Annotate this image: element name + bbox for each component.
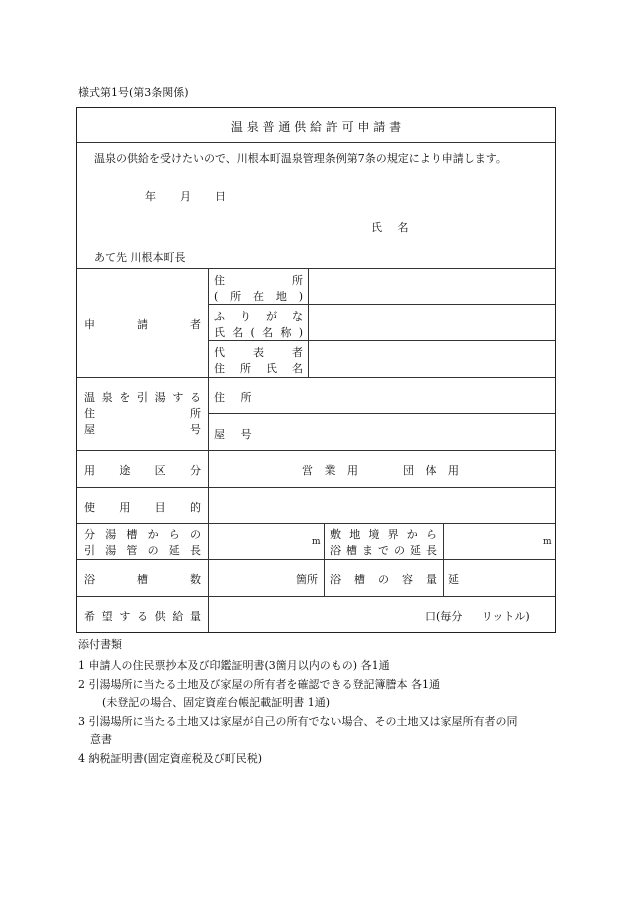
attachment-item: 3 引湯場所に当たる土地又は家屋が自己の所有でない場合、その土地又は家屋所有者の同 (78, 715, 518, 728)
attachment-item: 4 納税証明書(固定資産税及び町民税) (78, 752, 263, 765)
representative-label: 代表者 (214, 346, 303, 359)
divider (77, 142, 555, 143)
divider (77, 596, 555, 597)
usage-option-group: 団 体 用 (403, 464, 463, 477)
form-number: 様式第1号(第3条関係) (78, 86, 189, 99)
column-divider (324, 523, 325, 596)
divider (208, 340, 555, 341)
intro-text: 温泉の供給を受けたいので、川根本町温泉管理条例第7条の規定により申請します。 (94, 152, 507, 165)
intake-address-field-label: 住 所 (214, 391, 258, 404)
applicant-label: 申請者 (84, 318, 201, 331)
boundary-length-unit: m (543, 537, 552, 547)
application-form (76, 107, 556, 633)
attachment-item-note: (未登記の場合、固定資産台帳記載証明書 1通) (102, 696, 331, 709)
applicant-address-sublabel: (所在地) (214, 290, 303, 303)
date-month-label: 月 (180, 190, 191, 203)
divider (77, 268, 555, 269)
divider (77, 377, 555, 378)
boundary-length-sublabel: 浴槽までの延長 (330, 544, 437, 557)
usage-category-label: 用途区分 (84, 464, 201, 477)
supply-amount-label: 希望する供給量 (84, 610, 201, 623)
attachment-item: 1 申請人の住民票抄本及び印鑑証明書(3箇月以内のもの) 各1通 (78, 659, 390, 672)
divider (77, 450, 555, 451)
intake-label: 温泉を引湯する (84, 391, 201, 404)
usage-purpose-label: 使用目的 (84, 501, 201, 514)
applicant-address-label: 住所 (214, 274, 303, 287)
divider (77, 487, 555, 488)
representative-address-name-label: 住所氏名 (214, 362, 303, 375)
addressee: あて先 川根本町長 (94, 251, 186, 264)
date-day-label: 日 (215, 190, 226, 203)
divider (208, 413, 555, 414)
attachment-item: 2 引湯場所に当たる土地及び家屋の所有者を確認できる登記簿謄本 各1通 (78, 678, 440, 691)
pipe-length-label: 分湯槽からの (84, 528, 201, 541)
intake-shop-name-label: 屋号 (84, 423, 201, 436)
bath-count-unit: 箇所 (296, 573, 318, 586)
signature-label: 氏 名 (371, 221, 415, 234)
column-divider (443, 523, 444, 559)
intake-address-label: 住所 (84, 407, 201, 420)
form-title: 温 泉 普 通 供 給 許 可 申 請 書 (230, 120, 402, 134)
usage-option-business: 営 業 用 (302, 464, 362, 477)
supply-amount-unit: 口(毎分 リットル) (425, 610, 530, 623)
column-divider (443, 559, 444, 596)
furigana-label: ふりがな (214, 310, 303, 323)
intake-shop-field-label: 屋 号 (214, 428, 258, 441)
divider (77, 559, 555, 560)
divider (208, 304, 555, 305)
attachment-item-continuation: 意書 (90, 733, 112, 746)
applicant-name-label: 氏名(名称) (214, 326, 303, 339)
bath-capacity-label: 浴槽の容量 (330, 573, 437, 586)
bath-count-label: 浴槽数 (84, 573, 201, 586)
pipe-length-unit: m (312, 537, 321, 547)
bath-capacity-prefix: 延 (448, 573, 459, 586)
pipe-length-sublabel: 引湯管の延長 (84, 544, 201, 557)
column-divider (208, 268, 209, 632)
divider (77, 523, 555, 524)
column-divider (308, 268, 309, 377)
boundary-length-label: 敷地境界から (330, 528, 437, 541)
date-year-label: 年 (145, 190, 156, 203)
attachments-heading: 添付書類 (78, 638, 122, 651)
